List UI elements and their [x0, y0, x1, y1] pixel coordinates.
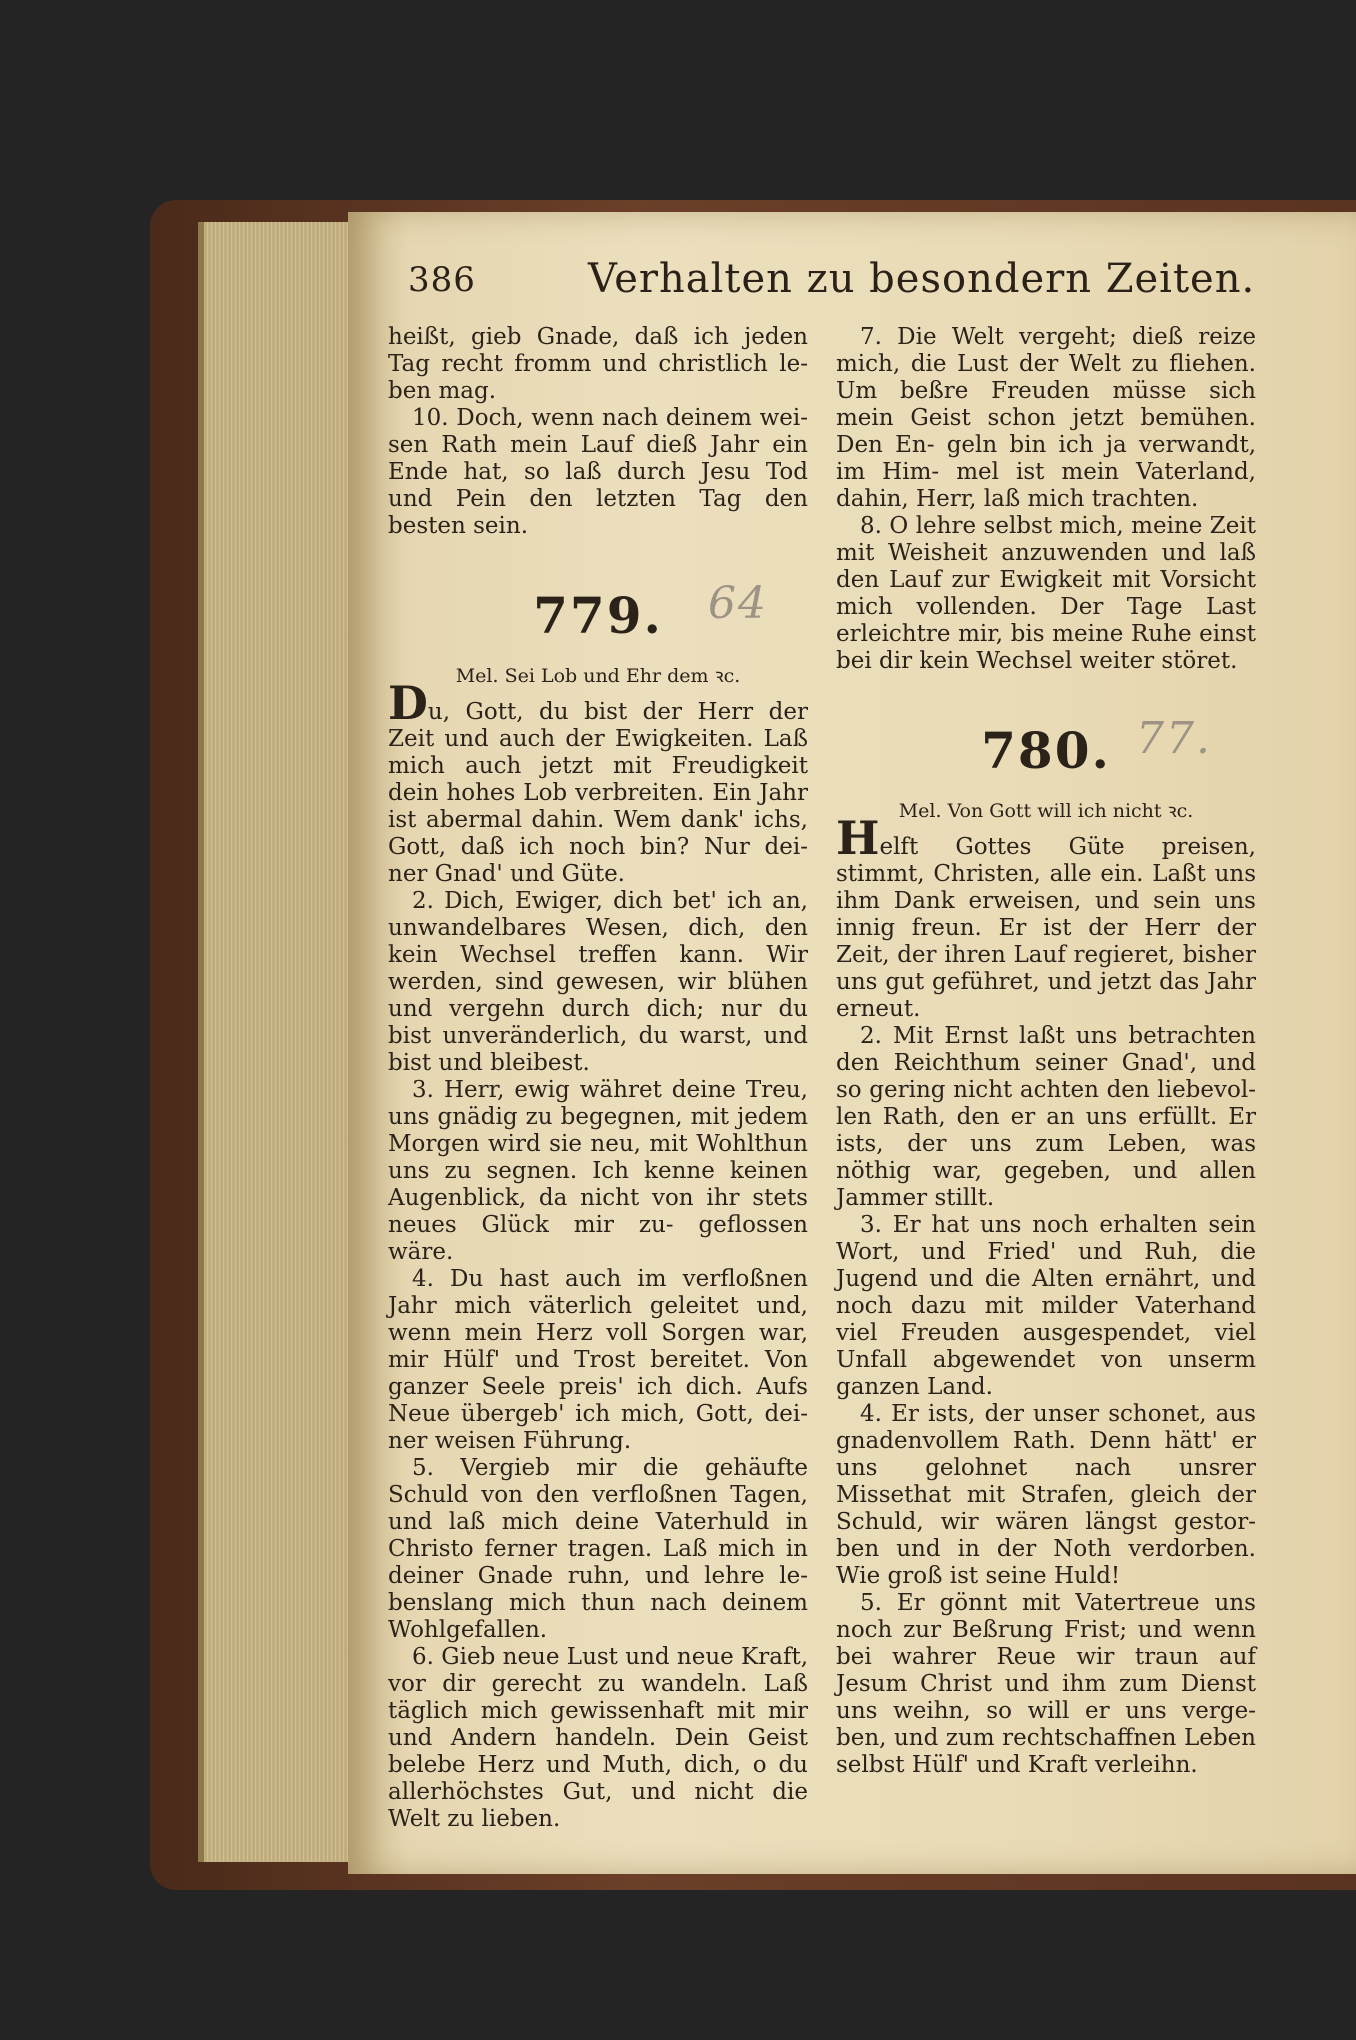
hymn-780-stanza-3: 3. Er hat uns noch erhalten sein Wort, und Fried' und Ruh, die Jugend und die Alten ernährt, und noch dazu mit milder Vaterhand viel Freuden ausgespendet, viel Unfall abgewendet von unserm ganzen Land.	[836, 1212, 1256, 1400]
hymn-780-stanza-1-text: elft Gottes Güte preisen, stimmt, Christen, alle ein. Laßt uns ihm Dank erweisen, und sein uns innig freun. Er ist der Herr der Zeit, der ihren Lauf regieret, bisher uns gut geführet, und jetzt das Jahr erneut.	[836, 834, 1256, 1022]
running-head	[408, 256, 1308, 320]
melody-779: Mel. Sei Lob und Ehr dem ꝛc.	[455, 665, 741, 687]
page-number: 386	[408, 260, 476, 300]
stanza-10: 10. Doch, wenn nach deinem wei- sen Rath mein Lauf dieß Jahr ein Ende hat, so laß durch Jesu Tod und Pein den letzten Tag den besten sein.	[388, 405, 808, 539]
hymn-780-stanza-5: 5. Er gönnt mit Vatertreue uns noch zur Beßrung Frist; und wenn bei wahrer Reue wir traun auf Jesum Christ und ihm zum Dienst uns weihn, so will er uns verge- ben, und zum rechtschaffnen Leben selbst Hülf' und Kraft verleihn.	[836, 1590, 1256, 1778]
melody-780: Mel. Von Gott will ich nicht ꝛc.	[898, 800, 1194, 822]
initial-letter-779: D	[388, 676, 428, 730]
hymn-779-stanza-3: 3. Herr, ewig währet deine Treu, uns gnädig zu begegnen, mit jedem Morgen wird sie neu, mit Wohlthun uns zu segnen. Ich kenne keinen Augenblick, da nicht von ihr stets neues Glück mir zu- geflossen wäre.	[388, 1077, 808, 1265]
right-column	[836, 324, 1256, 1779]
continuation-text: heißt, gieb Gnade, daß ich jeden Tag recht fromm und christlich le- ben mag.	[388, 324, 808, 404]
hymn-779-stanza-7: 7. Die Welt vergeht; dieß reize mich, die Lust der Welt zu fliehen. Um beßre Freuden müsse sich mein Geist schon jetzt bemühen. Den En- geln bin ich ja verwandt, im Him- mel ist mein Vaterland, dahin, Herr, laß mich trachten.	[836, 324, 1256, 512]
hymn-779-stanza-4: 4. Du hast auch im verfloßnen Jahr mich väterlich geleitet und, wenn mein Herz voll Sorgen war, mir Hülf' und Trost bereitet. Von ganzer Seele preis' ich dich. Aufs Neue übergeb' ich mich, Gott, dei- ner weisen Führung.	[388, 1266, 808, 1454]
initial-letter-780: H	[836, 811, 880, 865]
hymn-780-stanza-4: 4. Er ists, der unser schonet, aus gnadenvollem Rath. Denn hätt' er uns gelohnet nach unsrer Missethat mit Strafen, gleich der Schuld, wir wären längst gestor- ben und in der Noth verdorben. Wie groß ist seine Huld!	[836, 1401, 1256, 1589]
hymn-779-stanza-1-text: u, Gott, du bist der Herr der Zeit und auch der Ewigkeiten. Laß mich auch jetzt mit Freudigkeit dein hohes Lob verbreiten. Ein Jahr ist abermal dahin. Wem dank' ichs, Gott, daß ich noch bin? Nur dei- ner Gnad' und Güte.	[388, 699, 808, 887]
book-page	[348, 212, 1356, 1874]
hymn-779-stanza-5: 5. Vergieb mir die gehäufte Schuld von den verfloßnen Tagen, und laß mich deine Vaterhuld in Christo ferner tragen. Laß mich in deiner Gnade ruhn, und lehre le- benslang mich thun nach deinem Wohlgefallen.	[388, 1455, 808, 1643]
hymn-779-stanza-6: 6. Gieb neue Lust und neue Kraft, vor dir gerecht zu wandeln. Laß täglich mich gewissenhaft mit mir und Andern handeln. Dein Geist belebe Herz und Muth, dich, o du allerhöchstes Gut, und nicht die Welt zu lieben.	[388, 1644, 809, 1832]
pencil-note-779: 64	[708, 578, 768, 629]
page-edges	[198, 222, 354, 1862]
hymn-number-779	[388, 578, 808, 646]
hymn-779-stanza-8: 8. O lehre selbst mich, meine Zeit mit Weisheit anzuwenden und laß den Lauf zur Ewigkeit mit Vorsicht mich vollenden. Der Tage Last erleichtre mir, bis meine Ruhe einst bei dir kein Wechsel weiter störet.	[836, 513, 1256, 674]
pencil-note-780: 77.	[1136, 713, 1212, 764]
hymn-780-stanza-2: 2. Mit Ernst laßt uns betrachten den Reichthum seiner Gnad', und so gering nicht achten den liebevol- len Rath, den er an uns erfüllt. Er ists, der uns zum Leben, was nöthig war, gegeben, und allen Jammer stillt.	[836, 1023, 1256, 1211]
hymn-number-780	[836, 713, 1256, 781]
hymn-number-779-text: 779.	[533, 586, 663, 645]
hymn-number-780-text: 780.	[981, 721, 1111, 780]
hymn-779-stanza-2: 2. Dich, Ewiger, dich bet' ich an, unwandelbares Wesen, dich, den kein Wechsel treffen kann. Wir werden, sind gewesen, wir blühen und vergehn durch dich; nur du bist unveränderlich, du warst, und bist und bleibest.	[388, 888, 808, 1076]
page-title: Verhalten zu besondern Zeiten.	[588, 256, 1256, 302]
left-column	[388, 324, 808, 1833]
